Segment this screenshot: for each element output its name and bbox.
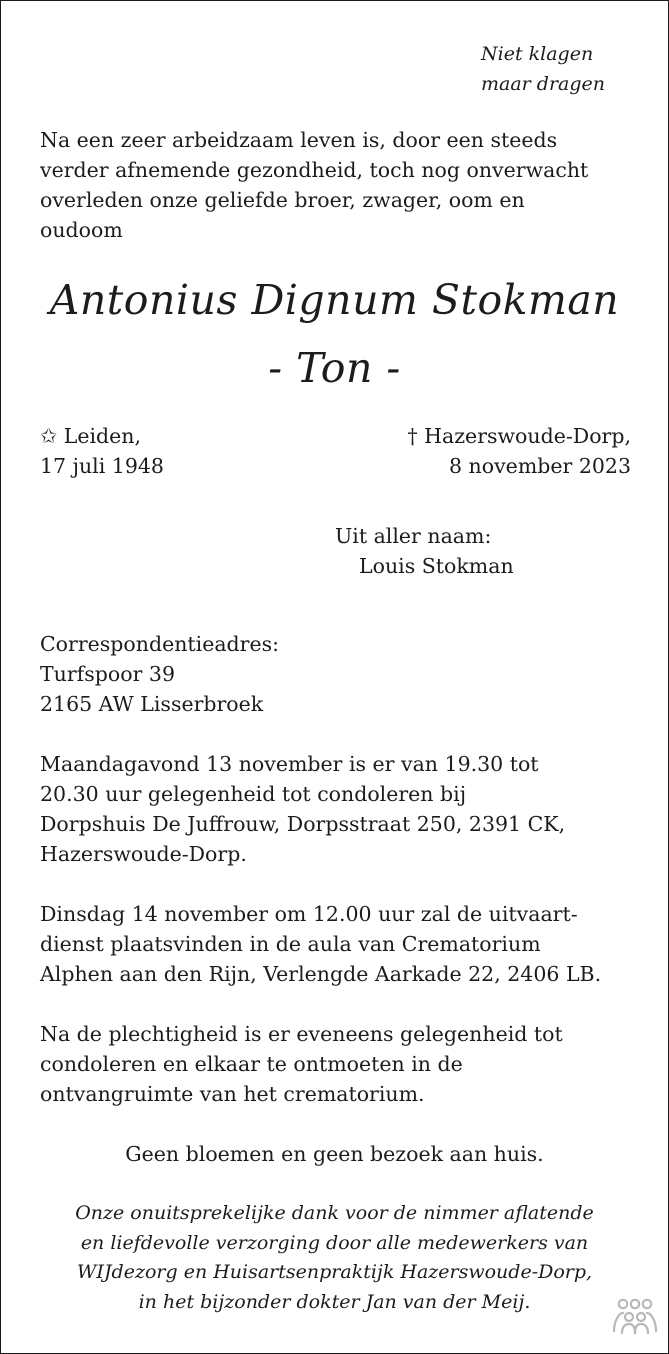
after-ceremony-line: condoleren en elkaar te ontmoeten in de xyxy=(40,1052,463,1076)
condolence-info xyxy=(40,749,640,869)
birth-date: 17 juli 1948 xyxy=(40,454,164,478)
address-line: Turfspoor 39 xyxy=(40,662,175,686)
after-ceremony-info xyxy=(40,1019,640,1109)
thanks-line: Onze onuitsprekelijke dank voor de nimmer aflatende xyxy=(75,1202,594,1224)
correspondence-address xyxy=(40,629,640,719)
no-flowers-note: Geen bloemen en geen bezoek aan huis. xyxy=(125,1142,544,1166)
intro-line: overleden onze geliefde broer, zwager, oom en xyxy=(40,188,525,212)
intro-line: verder afnemende gezondheid, toch nog onverwacht xyxy=(40,158,589,182)
condolence-line: Hazerswoude-Dorp. xyxy=(40,842,247,866)
intro-line: oudoom xyxy=(40,218,123,242)
condolence-line: Maandagavond 13 november is er van 19.30 tot xyxy=(40,752,539,776)
death-info xyxy=(407,421,631,481)
after-ceremony-line: ontvangruimte van het crematorium. xyxy=(40,1082,425,1106)
condolence-line: 20.30 uur gelegenheid tot condoleren bij xyxy=(40,782,467,806)
thanks-note xyxy=(1,1199,668,1317)
thanks-line: en liefdevolle verzorging door alle medewerkers van xyxy=(80,1231,589,1254)
death-place: Hazerswoude-Dorp, xyxy=(424,424,631,448)
service-line: Dinsdag 14 november om 12.00 uur zal de uitvaart- xyxy=(40,902,578,926)
signature-name: Louis Stokman xyxy=(359,554,514,578)
star-icon: ✩ xyxy=(40,424,58,448)
birth-place: Leiden, xyxy=(63,424,141,448)
birth-info xyxy=(40,421,164,481)
motto-line: Niet klagen xyxy=(481,43,594,65)
signature xyxy=(335,521,514,581)
people-group-icon xyxy=(610,1297,660,1335)
service-line: dienst plaatsvinden in de aula van Crematorium xyxy=(40,932,541,956)
deceased-nickname: - Ton - xyxy=(268,344,401,392)
deceased-full-name: Antonius Dignum Stokman xyxy=(49,276,620,324)
cross-icon: † xyxy=(407,424,418,448)
motto xyxy=(481,39,605,99)
address-line: 2165 AW Lisserbroek xyxy=(40,692,264,716)
address-line: Correspondentieadres: xyxy=(40,632,280,656)
death-date: 8 november 2023 xyxy=(449,454,631,478)
condolence-line: Dorpshuis De Juffrouw, Dorpsstraat 250, 2391 CK, xyxy=(40,812,566,836)
service-line: Alphen aan den Rijn, Verlengde Aarkade 22, 2406 LB. xyxy=(40,962,602,986)
service-info xyxy=(40,899,640,989)
signature-label: Uit aller naam: xyxy=(335,524,492,548)
intro-text xyxy=(40,125,640,245)
motto-line: maar dragen xyxy=(481,73,606,95)
intro-line: Na een zeer arbeidzaam leven is, door een steeds xyxy=(40,128,558,152)
thanks-line: WIJdezorg en Huisartsenpraktijk Hazerswoude-Dorp, xyxy=(76,1261,593,1283)
after-ceremony-line: Na de plechtigheid is er eveneens gelegenheid tot xyxy=(40,1022,563,1046)
thanks-line: in het bijzonder dokter Jan van der Meij. xyxy=(138,1290,531,1313)
